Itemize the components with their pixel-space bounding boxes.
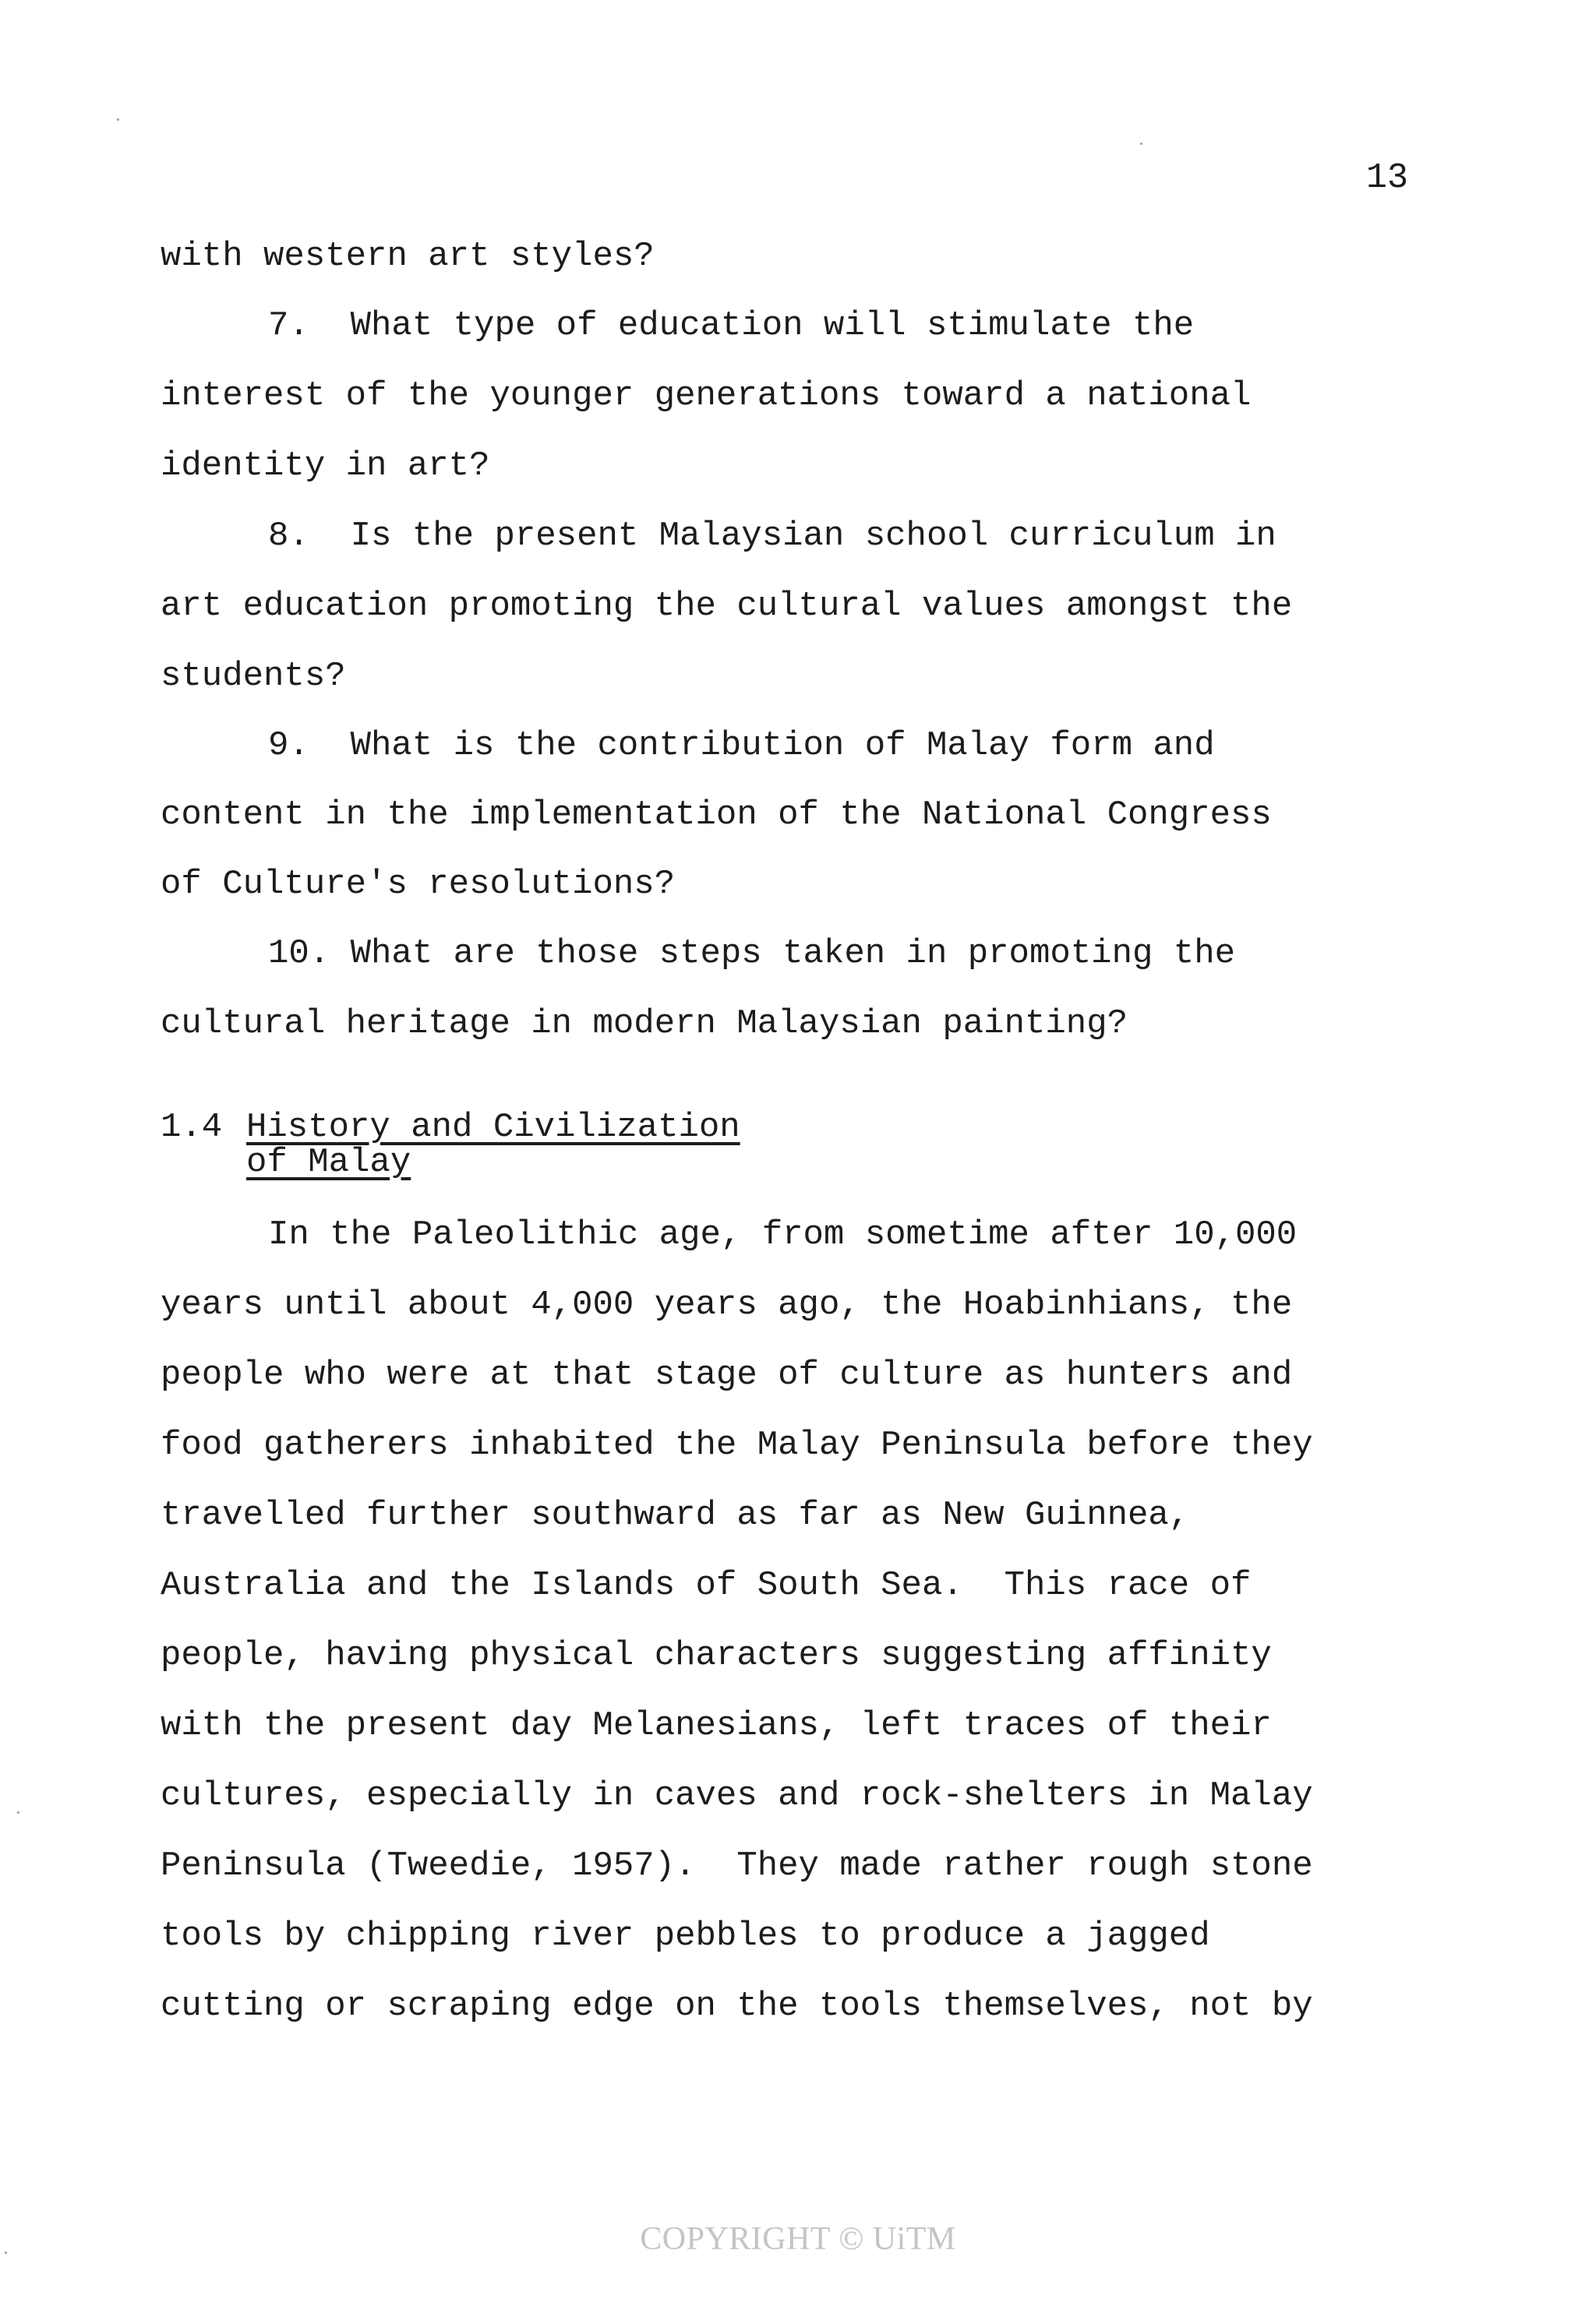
text-line: cultural heritage in modern Malaysian painting? xyxy=(161,1004,1128,1043)
section-title-line-2: of Malay xyxy=(246,1143,411,1182)
text-line: travelled further southward as far as New Guinnea, xyxy=(161,1496,1190,1535)
text-line: 10. What are those steps taken in promoting the xyxy=(268,934,1236,973)
text-line: people who were at that stage of culture as hunters and xyxy=(161,1356,1293,1395)
text-line: 8. Is the present Malaysian school curriculum in xyxy=(268,517,1276,555)
text-line: tools by chipping river pebbles to produce a jagged xyxy=(161,1917,1210,1955)
text-line: years until about 4,000 years ago, the Hoabinhians, the xyxy=(161,1285,1293,1324)
text-line: 9. What is the contribution of Malay form and xyxy=(268,726,1215,765)
section-title-line-1: History and Civilization xyxy=(246,1108,740,1147)
scan-speck xyxy=(1140,143,1142,145)
section-number: 1.4 xyxy=(161,1108,223,1147)
text-line: Peninsula (Tweedie, 1957). They made rather rough stone xyxy=(161,1846,1313,1885)
text-line: cutting or scraping edge on the tools themselves, not by xyxy=(161,1987,1313,2026)
text-line: with the present day Melanesians, left traces of their xyxy=(161,1706,1272,1745)
text-line: of Culture's resolutions? xyxy=(161,865,676,904)
text-line: food gatherers inhabited the Malay Peninsula before they xyxy=(161,1426,1313,1465)
scan-speck xyxy=(17,1811,19,1814)
text-line: with western art styles? xyxy=(161,237,655,276)
text-line: cultures, especially in caves and rock-shelters in Malay xyxy=(161,1776,1313,1815)
text-line: In the Paleolithic age, from sometime after 10,000 xyxy=(268,1215,1298,1254)
text-line: identity in art? xyxy=(161,446,490,485)
text-line: 7. What type of education will stimulate the xyxy=(268,306,1195,345)
text-line: interest of the younger generations toward a national xyxy=(161,376,1252,415)
text-line: content in the implementation of the National Congress xyxy=(161,795,1272,834)
text-line: Australia and the Islands of South Sea. This race of xyxy=(161,1566,1252,1605)
text-line: students? xyxy=(161,657,346,696)
page-number: 13 xyxy=(1366,158,1409,198)
text-line: art education promoting the cultural values amongst the xyxy=(161,587,1293,626)
text-line: people, having physical characters suggesting affinity xyxy=(161,1636,1272,1675)
copyright-watermark: COPYRIGHT © UiTM xyxy=(640,2221,956,2257)
scan-speck xyxy=(117,118,119,121)
